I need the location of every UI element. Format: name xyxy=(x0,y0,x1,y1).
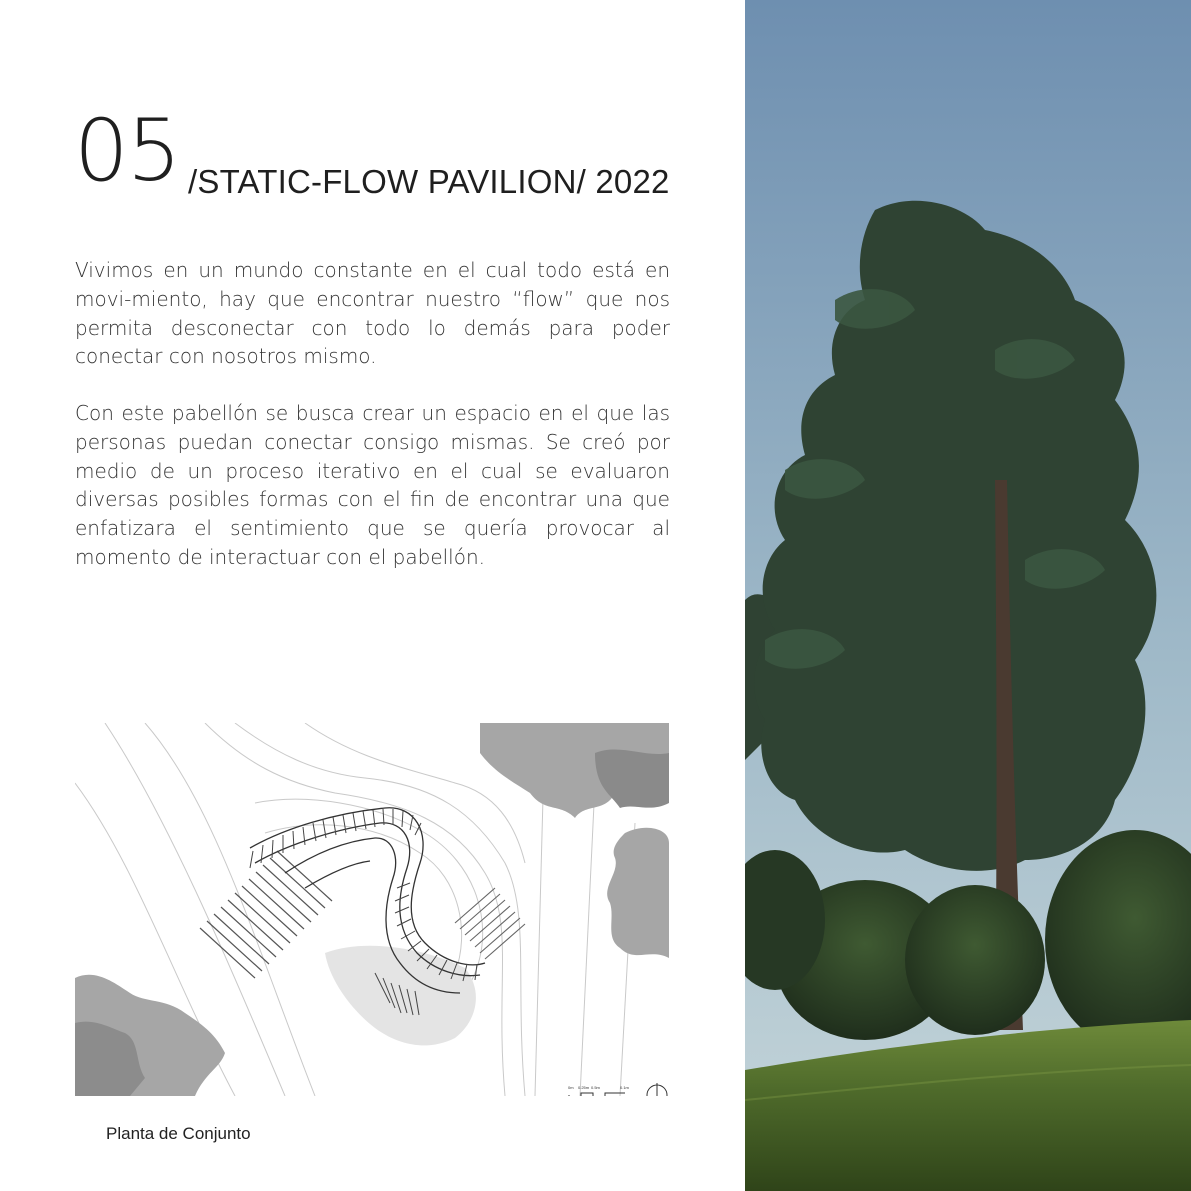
scale-label-1: 0.25m xyxy=(578,1085,590,1090)
scale-label-2: 0.5m xyxy=(591,1085,600,1090)
project-number: 05 xyxy=(74,101,180,201)
description-paragraph: Con este pabellón se busca crear un espacio en el que las personas puedan conectar consigo mismas. Se creó por medio de un proceso iterativo en el cual se evaluaron diversas posibles formas con el fin de encontrar una que enfatizara el sentimiento que se quería provocar al momento de interactuar con el pabellón. xyxy=(75,401,670,569)
project-title: /STATIC-FLOW PAVILION/ 2022 xyxy=(188,163,670,200)
intro-paragraph: Vivimos en un mundo constante en el cual todo está en movi-miento, hay que encontrar nuestro “flow” que nos permita desconectar con todo lo demás para poder conectar con nosotros mismo. xyxy=(75,258,670,369)
site-plan-drawing xyxy=(75,723,669,1096)
pavilion-landscape-photo xyxy=(745,0,1191,1191)
scale-label-3: 0.1m xyxy=(620,1085,629,1090)
scale-label-0: 0m xyxy=(568,1085,574,1090)
plan-caption: Planta de Conjunto xyxy=(106,1124,251,1143)
